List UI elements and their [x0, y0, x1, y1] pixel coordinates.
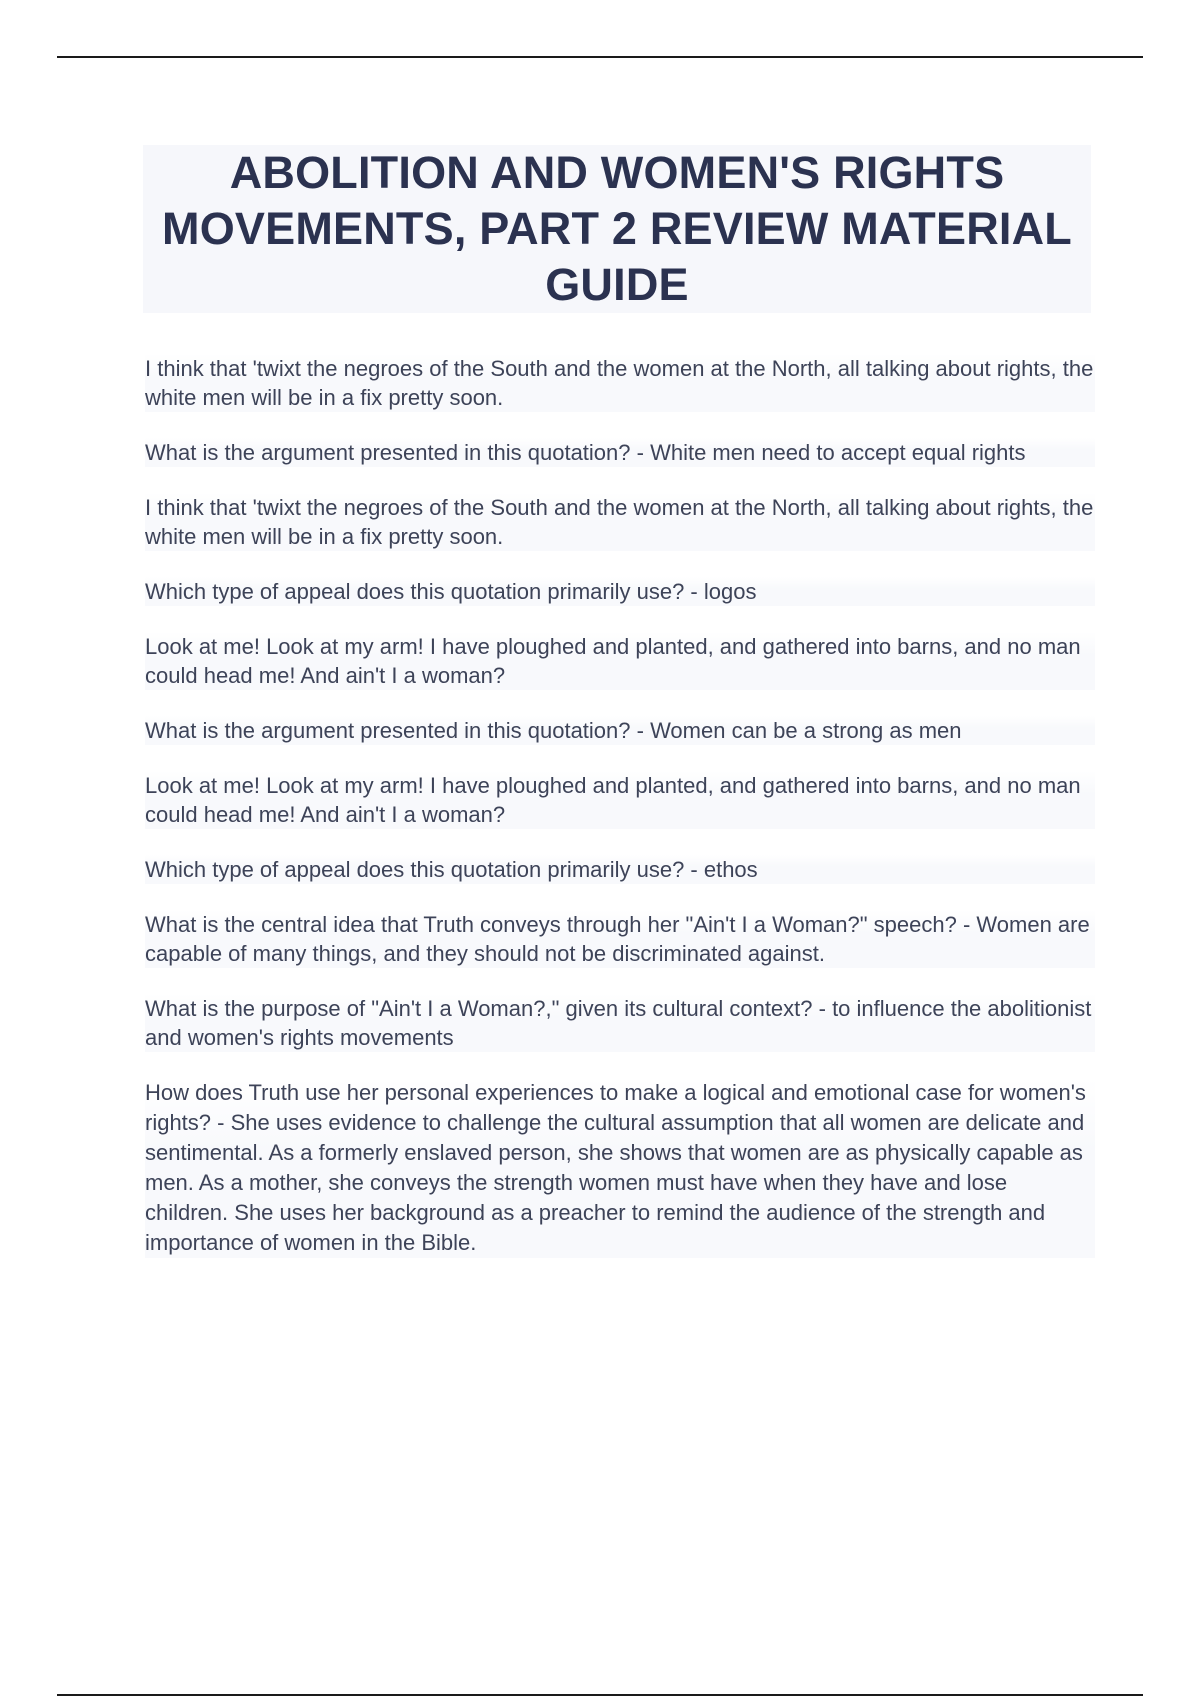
paragraph-question-2: Which type of appeal does this quotation primarily use? - logos: [145, 577, 1095, 606]
paragraph-question-5: What is the central idea that Truth conveys through her "Ain't I a Woman?" speech? - Women are capable of many things, and they should not be discriminated against.: [145, 910, 1095, 968]
paragraph-question-6: What is the purpose of "Ain't I a Woman?," given its cultural context? - to influence the abolitionist and women's rights movements: [145, 994, 1095, 1052]
paragraph-question-1: What is the argument presented in this quotation? - White men need to accept equal rights: [145, 438, 1095, 467]
paragraph-quote-4: Look at me! Look at my arm! I have ploughed and planted, and gathered into barns, and no man could head me! And ain't I a woman?: [145, 771, 1095, 829]
paragraph-quote-3: Look at me! Look at my arm! I have ploughed and planted, and gathered into barns, and no man could head me! And ain't I a woman?: [145, 632, 1095, 690]
paragraph-question-4: Which type of appeal does this quotation primarily use? - ethos: [145, 855, 1095, 884]
paragraph-question-3: What is the argument presented in this quotation? - Women can be a strong as men: [145, 716, 1095, 745]
header-rule: [57, 56, 1143, 58]
paragraph-quote-1: I think that 'twixt the negroes of the South and the women at the North, all talking about rights, the white men will be in a fix pretty soon.: [145, 356, 1094, 410]
paragraph-quote-2: I think that 'twixt the negroes of the South and the women at the North, all talking about rights, the white men will be in a fix pretty soon.: [145, 495, 1094, 549]
document-title: ABOLITION AND WOMEN'S RIGHTS MOVEMENTS, PART 2 REVIEW MATERIAL GUIDE: [162, 147, 1072, 310]
paragraph-question-7: How does Truth use her personal experiences to make a logical and emotional case for women's rights? - She uses evidence to challenge the cultural assumption that all women are delicate and sentimental. As a formerly enslaved person, she shows that women are as physically capable as men. As a mother, she conveys the strength women must have when they have and lose children. She uses her background as a preacher to remind the audience of the strength and importance of women in the Bible.: [145, 1078, 1095, 1258]
document-body: [145, 354, 1095, 1284]
title-banner: [143, 145, 1091, 313]
footer-rule: [57, 1694, 1143, 1696]
